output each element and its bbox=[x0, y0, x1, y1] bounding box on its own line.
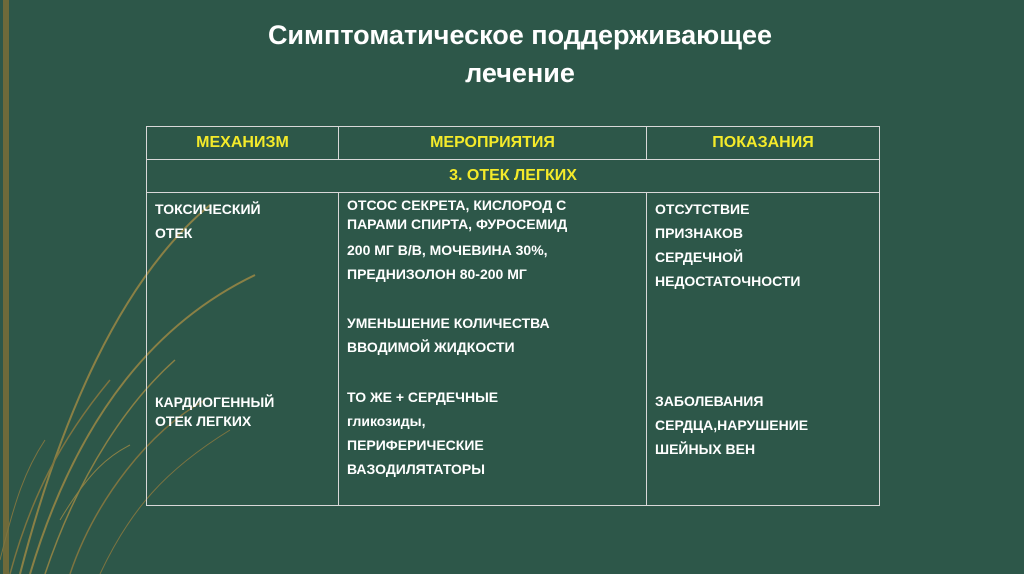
indications-line: СЕРДЕЧНОЙ bbox=[655, 249, 744, 265]
indications-line: ШЕЙНЫХ ВЕН bbox=[655, 441, 756, 457]
mechanism-toxic-line: ТОКСИЧЕСКИЙ bbox=[155, 201, 261, 217]
slide-title bbox=[150, 16, 890, 92]
measures-line: ВАЗОДИЛЯТАТОРЫ bbox=[347, 461, 485, 477]
measures-block-1b bbox=[347, 238, 548, 286]
header-measures: МЕРОПРИЯТИЯ bbox=[339, 127, 647, 160]
indications-line: ПРИЗНАКОВ bbox=[655, 225, 743, 241]
header-mechanism: МЕХАНИЗМ bbox=[147, 127, 339, 160]
slide-title-line-1: Симптоматическое поддерживающее bbox=[267, 20, 773, 50]
indications-line: ЗАБОЛЕВАНИЯ bbox=[655, 393, 764, 409]
mechanism-cardio-line: ОТЕК ЛЕГКИХ bbox=[155, 413, 252, 429]
measures-block-1 bbox=[347, 196, 567, 234]
measures-line: УМЕНЬШЕНИЕ КОЛИЧЕСТВА bbox=[347, 315, 550, 331]
indications-line: НЕДОСТАТОЧНОСТИ bbox=[655, 273, 801, 289]
measures-line: ОТСОС СЕКРЕТА, КИСЛОРОД С bbox=[347, 197, 567, 213]
header-indications: ПОКАЗАНИЯ bbox=[647, 127, 880, 160]
section-title: 3. ОТЕК ЛЕГКИХ bbox=[147, 160, 880, 193]
measures-block-3 bbox=[347, 385, 498, 481]
measures-line: ПРЕДНИЗОЛОН 80-200 МГ bbox=[347, 266, 527, 282]
indications-block-1 bbox=[655, 197, 800, 293]
table-header-row bbox=[147, 127, 880, 160]
measures-block-2 bbox=[347, 311, 550, 359]
measures-cell bbox=[339, 193, 647, 506]
measures-line: гликозиды, bbox=[347, 413, 426, 429]
mechanism-toxic bbox=[155, 197, 261, 245]
indications-line: СЕРДЦА,НАРУШЕНИЕ bbox=[655, 417, 809, 433]
table-body-row bbox=[147, 193, 880, 506]
indications-cell bbox=[647, 193, 880, 506]
mechanism-toxic-line: ОТЕК bbox=[155, 225, 193, 241]
measures-line: ТО ЖЕ + СЕРДЕЧНЫЕ bbox=[347, 389, 499, 405]
measures-line: ПАРАМИ СПИРТА, ФУРОСЕМИД bbox=[347, 216, 568, 232]
indications-line: ОТСУТСТВИЕ bbox=[655, 201, 750, 217]
slide-title-line-2: лечение bbox=[465, 58, 575, 88]
indications-block-2 bbox=[655, 389, 808, 461]
measures-line: 200 МГ В/В, МОЧЕВИНА 30%, bbox=[347, 242, 548, 258]
mechanism-cardio bbox=[155, 393, 274, 431]
mechanism-cardio-line: КАРДИОГЕННЫЙ bbox=[155, 394, 275, 410]
mechanism-cell bbox=[147, 193, 339, 506]
measures-line: ВВОДИМОЙ ЖИДКОСТИ bbox=[347, 339, 515, 355]
measures-line: ПЕРИФЕРИЧЕСКИЕ bbox=[347, 437, 484, 453]
section-row bbox=[147, 160, 880, 193]
treatment-table bbox=[146, 126, 880, 506]
